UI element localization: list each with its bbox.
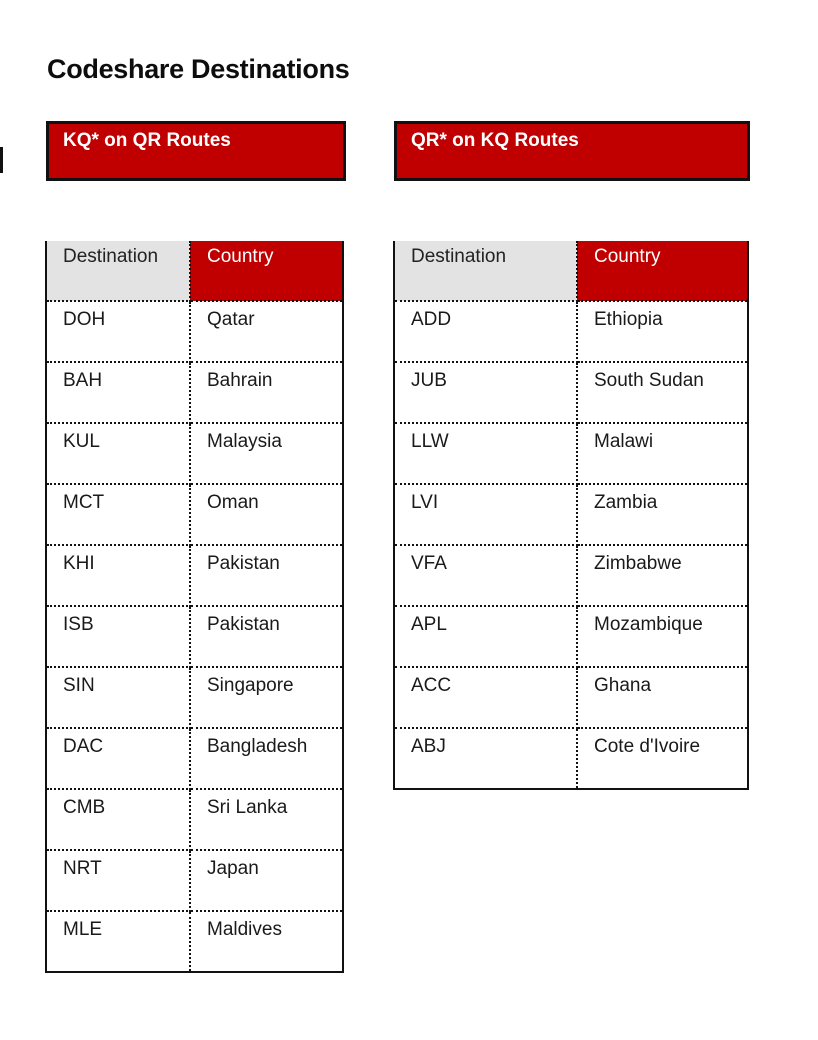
table-row: [46, 606, 343, 667]
destination-column-header: Destination: [46, 241, 190, 301]
country-cell: Malawi: [577, 423, 748, 484]
table-row: [46, 545, 343, 606]
country-column-header: Country: [577, 241, 748, 301]
destination-code-cell: LVI: [394, 484, 577, 545]
country-cell: Bangladesh: [190, 728, 343, 789]
country-cell: Bahrain: [190, 362, 343, 423]
destination-column-header: Destination: [394, 241, 577, 301]
destination-code-cell: KHI: [46, 545, 190, 606]
country-cell: Maldives: [207, 919, 282, 940]
table-row: [394, 423, 748, 484]
table-row: [394, 667, 748, 728]
table-row: [46, 301, 343, 362]
country-cell: Pakistan: [190, 606, 343, 667]
destination-code-cell: ADD: [394, 301, 577, 362]
page-title: Codeshare Destinations: [47, 54, 350, 84]
destination-code-cell: SIN: [46, 667, 190, 728]
table-row: [46, 362, 343, 423]
qr-on-kq-routes-header: QR* on KQ Routes: [394, 121, 750, 181]
destination-code-cell: BAH: [46, 362, 190, 423]
table-row: [394, 728, 748, 789]
country-cell: Sri Lanka: [190, 789, 343, 850]
country-cell: Zimbabwe: [577, 545, 748, 606]
country-cell: Oman: [190, 484, 343, 545]
table-row: [46, 911, 343, 972]
destination-code-cell: ACC: [394, 667, 577, 728]
destination-code-cell: KUL: [46, 423, 190, 484]
country-cell: Ghana: [577, 667, 748, 728]
table-row: [46, 667, 343, 728]
destination-code-cell: NRT: [46, 850, 190, 911]
table-row: [394, 301, 748, 362]
destination-code-cell: ISB: [46, 606, 190, 667]
country-cell: Cote d'Ivoire: [594, 736, 701, 757]
country-cell: Qatar: [190, 301, 343, 362]
qr-on-kq-routes-table: [393, 241, 749, 790]
destination-code-cell: LLW: [394, 423, 577, 484]
table-row: [46, 789, 343, 850]
kq-on-qr-routes-table: [45, 241, 344, 973]
table-row: [394, 545, 748, 606]
country-cell: Malaysia: [190, 423, 343, 484]
table-header-row: [46, 241, 343, 301]
destination-code-cell: JUB: [394, 362, 577, 423]
table-row: [394, 484, 748, 545]
table-row: [46, 484, 343, 545]
table-row: [394, 606, 748, 667]
destination-code-cell: CMB: [46, 789, 190, 850]
country-cell: South Sudan: [577, 362, 748, 423]
table-row: [46, 850, 343, 911]
country-cell: Pakistan: [190, 545, 343, 606]
country-cell: Zambia: [577, 484, 748, 545]
destination-code-cell: APL: [394, 606, 577, 667]
destination-code-cell: ABJ: [394, 728, 577, 789]
destination-code-cell: VFA: [394, 545, 577, 606]
destination-code-cell: DAC: [46, 728, 190, 789]
destination-code-cell: MCT: [46, 484, 190, 545]
country-column-header: Country: [190, 241, 343, 301]
kq-on-qr-routes-header: KQ* on QR Routes: [46, 121, 346, 181]
destination-code-cell: DOH: [46, 301, 190, 362]
country-cell: Mozambique: [577, 606, 748, 667]
country-cell: Ethiopia: [577, 301, 748, 362]
table-row: [46, 728, 343, 789]
table-row: [394, 362, 748, 423]
country-cell: Singapore: [190, 667, 343, 728]
table-header-row: [394, 241, 748, 301]
destination-code-cell: MLE: [46, 911, 190, 972]
table-row: [46, 423, 343, 484]
country-cell: Japan: [190, 850, 343, 911]
margin-mark: [0, 147, 3, 173]
